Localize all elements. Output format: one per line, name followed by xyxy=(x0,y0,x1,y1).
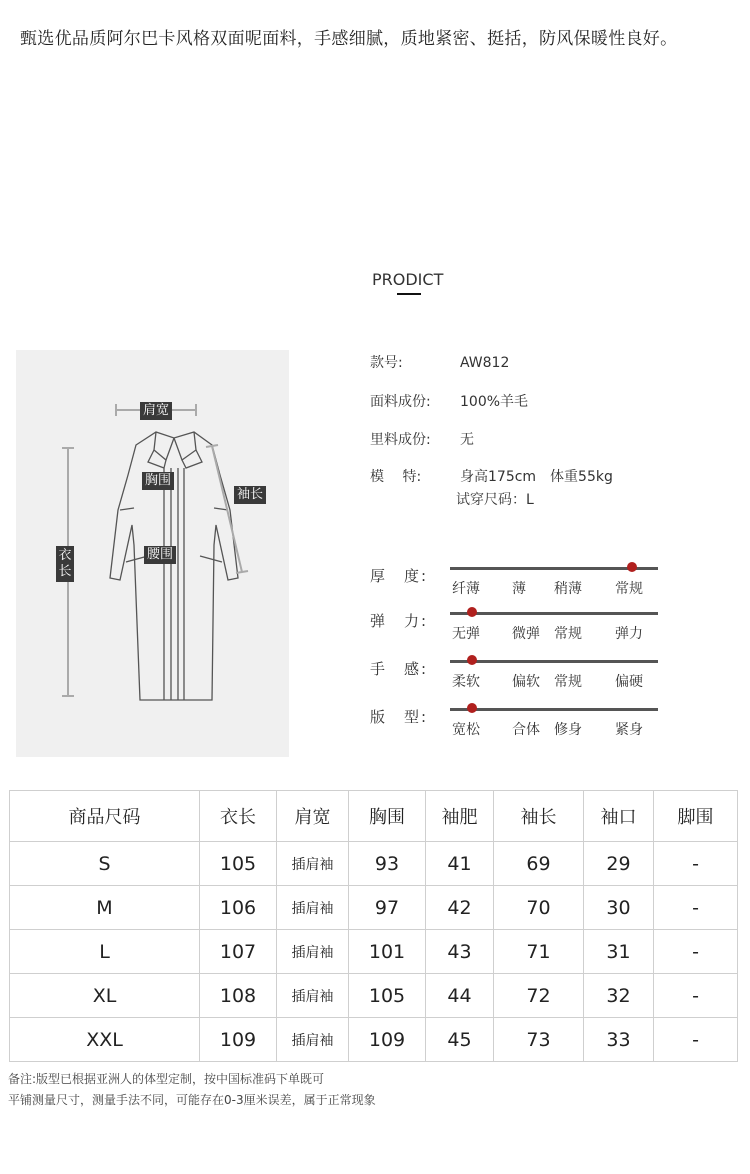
table-cell: 109 xyxy=(349,1018,426,1062)
lining-value: 无 xyxy=(460,432,474,448)
column-header: 脚围 xyxy=(654,791,738,842)
note-line-1: 备注:版型已根据亚洲人的体型定制，按中国标准码下单既可 xyxy=(8,1072,325,1086)
measurement-diagram xyxy=(16,350,289,757)
scale-option: 常规 xyxy=(615,581,643,597)
table-cell: 107 xyxy=(200,930,277,974)
table-cell: 72 xyxy=(494,974,584,1018)
table-cell: 108 xyxy=(200,974,277,1018)
scale-marker xyxy=(467,607,477,617)
column-header: 袖长 xyxy=(494,791,584,842)
table-cell: 31 xyxy=(584,930,654,974)
section-title: PRODICT xyxy=(372,270,444,289)
table-row xyxy=(10,886,738,930)
waist-label: 腰围 xyxy=(144,546,176,564)
table-cell: 32 xyxy=(584,974,654,1018)
style-value: AW812 xyxy=(460,355,510,371)
table-cell: - xyxy=(654,974,738,1018)
table-row xyxy=(10,930,738,974)
scale-option: 柔软 xyxy=(452,674,480,690)
scale-option: 微弹 xyxy=(512,626,540,642)
table-cell: 69 xyxy=(494,842,584,886)
model-value: 身高175cm 体重55kg xyxy=(460,469,613,485)
table-cell: - xyxy=(654,886,738,930)
table-cell: - xyxy=(654,930,738,974)
column-header: 袖口 xyxy=(584,791,654,842)
chest-label: 胸围 xyxy=(142,472,174,490)
table-cell: 插肩袖 xyxy=(277,974,349,1018)
scale-option: 偏软 xyxy=(512,674,540,690)
scale-option: 纤薄 xyxy=(452,581,480,597)
scale-option: 常规 xyxy=(554,674,582,690)
fabric-value: 100%羊毛 xyxy=(460,394,529,410)
shoulder-label: 肩宽 xyxy=(140,402,172,420)
table-cell: XL xyxy=(10,974,200,1018)
table-cell: 71 xyxy=(494,930,584,974)
lining-row xyxy=(370,429,474,449)
scale-option: 无弹 xyxy=(452,626,480,642)
attribute-scale xyxy=(370,658,670,698)
scale-marker xyxy=(627,562,637,572)
intro-text: 甄选优品质阿尔巴卡风格双面呢面料，手感细腻，质地紧密、挺括，防风保暖性良好。 xyxy=(20,29,678,49)
table-cell: S xyxy=(10,842,200,886)
scale-track xyxy=(450,708,658,711)
table-cell: 101 xyxy=(349,930,426,974)
table-cell: 插肩袖 xyxy=(277,842,349,886)
column-header: 衣长 xyxy=(200,791,277,842)
table-cell: 41 xyxy=(426,842,494,886)
scale-marker xyxy=(467,703,477,713)
scale-label: 手 感: xyxy=(370,660,429,678)
scale-option: 偏硬 xyxy=(615,674,643,690)
column-header: 肩宽 xyxy=(277,791,349,842)
column-header: 商品尺码 xyxy=(10,791,200,842)
table-cell: 30 xyxy=(584,886,654,930)
scale-track xyxy=(450,660,658,663)
table-cell: - xyxy=(654,842,738,886)
scale-option: 合体 xyxy=(512,722,540,738)
scale-option: 弹力 xyxy=(615,626,643,642)
table-cell: - xyxy=(654,1018,738,1062)
table-cell: XXL xyxy=(10,1018,200,1062)
attribute-scale xyxy=(370,565,670,605)
scale-option: 宽松 xyxy=(452,722,480,738)
table-cell: 73 xyxy=(494,1018,584,1062)
table-cell: 42 xyxy=(426,886,494,930)
scale-label: 版 型: xyxy=(370,708,429,726)
scale-option: 薄 xyxy=(512,581,526,597)
table-cell: 45 xyxy=(426,1018,494,1062)
style-row xyxy=(370,352,509,372)
scale-label: 厚 度: xyxy=(370,567,429,585)
length-label: 衣长 xyxy=(56,546,74,582)
table-cell: 106 xyxy=(200,886,277,930)
table-cell: 插肩袖 xyxy=(277,1018,349,1062)
table-cell: 109 xyxy=(200,1018,277,1062)
size-table xyxy=(9,790,738,1062)
note-line-2: 平铺测量尺寸，测量手法不同，可能存在0-3厘米误差，属于正常现象 xyxy=(8,1093,376,1107)
scale-option: 稍薄 xyxy=(554,581,582,597)
table-row xyxy=(10,842,738,886)
table-cell: 105 xyxy=(349,974,426,1018)
table-cell: 29 xyxy=(584,842,654,886)
model-label: 模 特: xyxy=(370,469,422,485)
column-header: 袖肥 xyxy=(426,791,494,842)
table-cell: 43 xyxy=(426,930,494,974)
table-cell: 93 xyxy=(349,842,426,886)
scale-label: 弹 力: xyxy=(370,612,429,630)
sleeve-label: 袖长 xyxy=(234,486,266,504)
scale-option: 常规 xyxy=(554,626,582,642)
fabric-label: 面料成份: xyxy=(370,394,431,410)
table-row xyxy=(10,974,738,1018)
table-cell: 插肩袖 xyxy=(277,886,349,930)
scale-track xyxy=(450,612,658,615)
table-cell: M xyxy=(10,886,200,930)
lining-label: 里料成份: xyxy=(370,432,431,448)
scale-marker xyxy=(467,655,477,665)
table-cell: L xyxy=(10,930,200,974)
table-row xyxy=(10,1018,738,1062)
scale-option: 紧身 xyxy=(615,722,643,738)
attribute-scale xyxy=(370,610,670,650)
model-row xyxy=(370,466,613,486)
style-label: 款号: xyxy=(370,355,403,371)
section-title-underline xyxy=(397,293,421,295)
fabric-row xyxy=(370,391,528,411)
table-cell: 97 xyxy=(349,886,426,930)
table-cell: 44 xyxy=(426,974,494,1018)
column-header: 胸围 xyxy=(349,791,426,842)
attribute-scale xyxy=(370,706,670,746)
table-cell: 70 xyxy=(494,886,584,930)
scale-option: 修身 xyxy=(554,722,582,738)
table-cell: 105 xyxy=(200,842,277,886)
table-cell: 插肩袖 xyxy=(277,930,349,974)
tryon-size: 试穿尺码：L xyxy=(456,492,534,508)
table-cell: 33 xyxy=(584,1018,654,1062)
size-table-header xyxy=(10,791,738,842)
